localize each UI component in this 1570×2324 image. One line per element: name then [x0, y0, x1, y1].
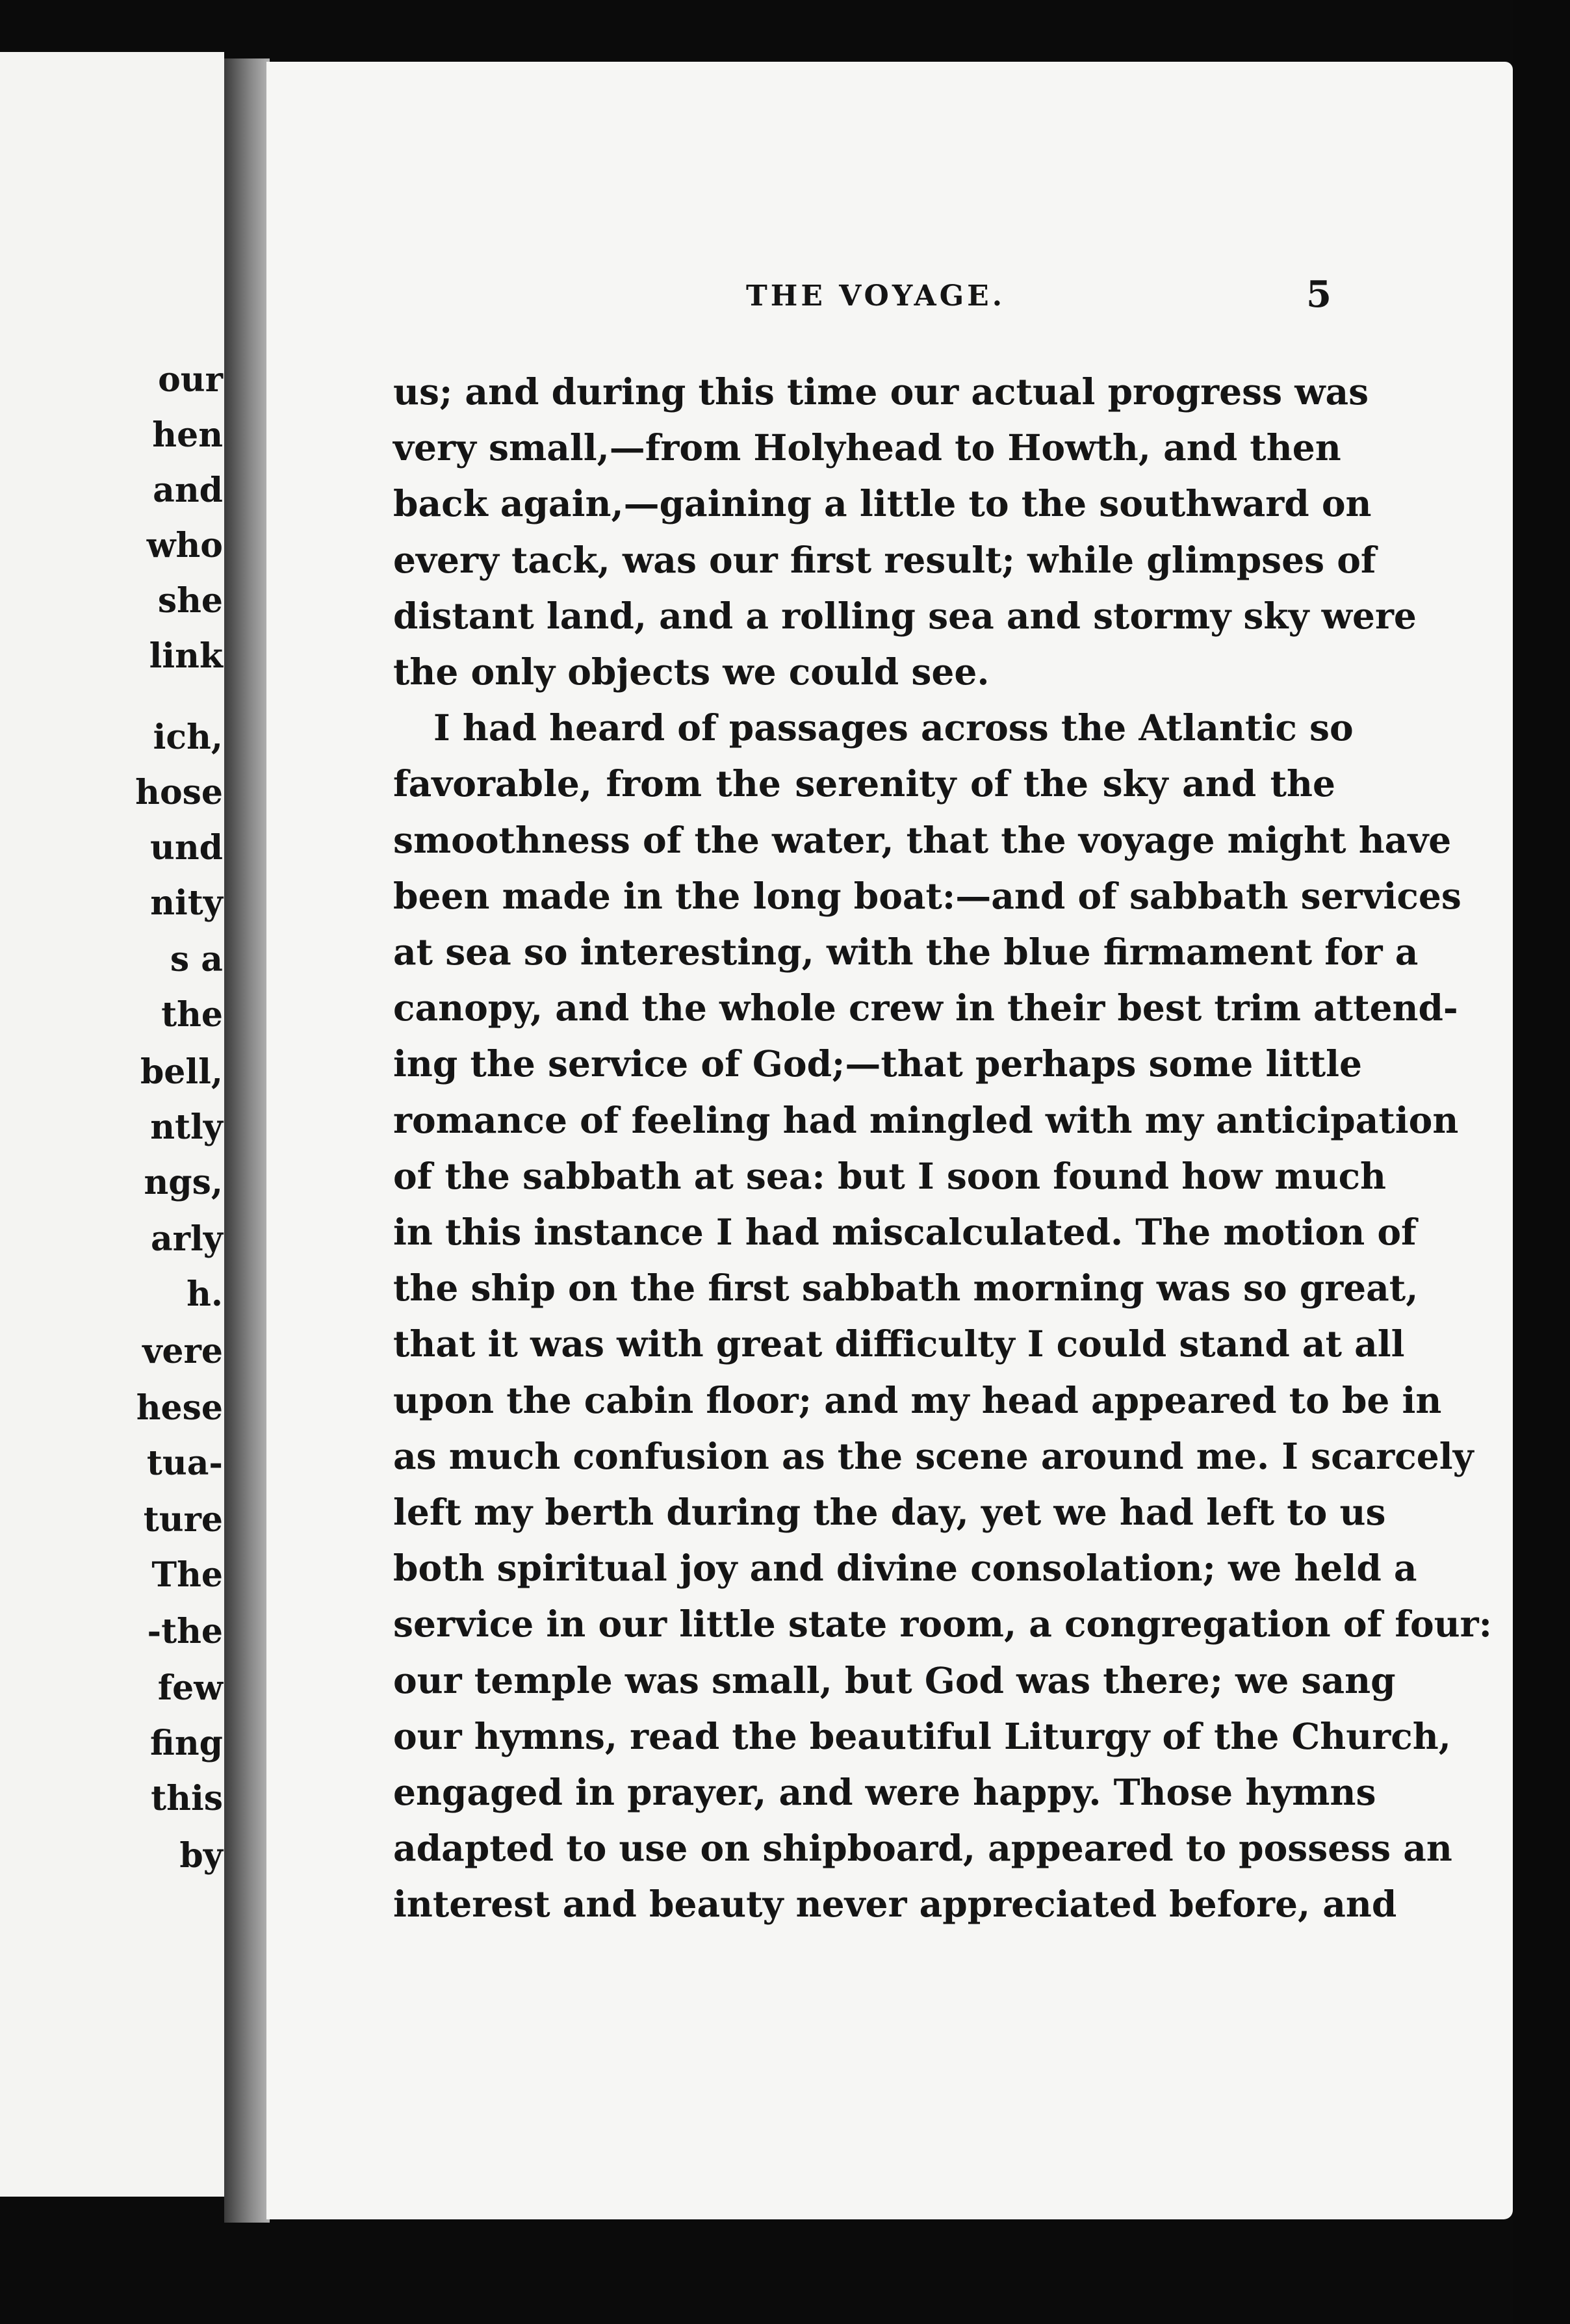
text-line: I had heard of passages across the Atlantic so [433, 706, 1354, 749]
book-page [266, 62, 1513, 2219]
previous-page-line: The [151, 1555, 223, 1595]
page-number: 5 [1306, 273, 1332, 316]
text-line: the ship on the first sabbath morning was so great, [393, 1267, 1419, 1310]
previous-page-line: ich, [153, 717, 223, 757]
text-line: as much confusion as the scene around me. I scarcely [393, 1434, 1474, 1477]
text-line: that it was with great difficulty I could stand at all [393, 1323, 1405, 1365]
previous-page-line: h. [187, 1274, 223, 1314]
previous-page-line: who [146, 526, 223, 565]
book-gutter-shadow [224, 58, 270, 2223]
previous-page-fragment [0, 52, 224, 2197]
previous-page-line: hen [152, 415, 223, 455]
previous-page-line: ture [143, 1500, 223, 1540]
previous-page-line: und [150, 828, 223, 868]
text-line: adapted to use on shipboard, appeared to possess an [393, 1827, 1452, 1870]
text-line: left my berth during the day, yet we had left to us [393, 1491, 1386, 1533]
text-line: service in our little state room, a congregation of four: [393, 1603, 1492, 1646]
previous-page-line: tua- [146, 1443, 223, 1483]
running-head-title: THE VOYAGE. [746, 279, 1006, 313]
text-line: romance of feeling had mingled with my anticipation [393, 1098, 1459, 1141]
text-line: back again,—gaining a little to the southward on [393, 482, 1372, 525]
text-line: both spiritual joy and divine consolation; we held a [393, 1547, 1417, 1590]
text-line: interest and beauty never appreciated before, and [393, 1883, 1397, 1926]
text-line: upon the cabin floor; and my head appeared to be in [393, 1378, 1442, 1421]
text-line: of the sabbath at sea: but I soon found how much [393, 1154, 1387, 1197]
previous-page-line: arly [150, 1219, 223, 1259]
previous-page-line: ngs, [144, 1163, 223, 1202]
text-line: our temple was small, but God was there; we sang [393, 1659, 1396, 1701]
text-line: engaged in prayer, and were happy. Those hymns [393, 1771, 1376, 1813]
previous-page-line: and [153, 471, 223, 510]
text-line: the only objects we could see. [393, 651, 990, 693]
text-line: us; and during this time our actual progress was [393, 370, 1369, 413]
text-line: every tack, was our first result; while glimpses of [393, 538, 1376, 581]
previous-page-line: few [157, 1668, 223, 1708]
text-line: our hymns, read the beautiful Liturgy of the Church, [393, 1714, 1451, 1757]
previous-page-line: fing [150, 1724, 223, 1763]
previous-page-line: hese [136, 1388, 223, 1428]
text-line: distant land, and a rolling sea and stormy sky were [393, 594, 1417, 637]
previous-page-line: by [179, 1836, 223, 1876]
text-line: in this instance I had miscalculated. The motion of [393, 1211, 1417, 1253]
previous-page-line: hose [135, 773, 223, 812]
text-line: favorable, from the serenity of the sky and the [393, 762, 1335, 805]
text-line: smoothness of the water, that the voyage might have [393, 818, 1452, 861]
text-line: canopy, and the whole crew in their best trim attend- [393, 987, 1458, 1029]
text-line: very small,—from Holyhead to Howth, and then [393, 426, 1341, 469]
previous-page-line: our [158, 360, 223, 400]
text-line: at sea so interesting, with the blue firmament for a [393, 931, 1419, 973]
text-line: been made in the long boat:—and of sabbath services [393, 874, 1461, 917]
previous-page-line: s a [170, 940, 223, 979]
previous-page-line: link [149, 636, 223, 676]
text-line: ing the service of God;—that perhaps some little [393, 1042, 1363, 1085]
previous-page-line: bell, [140, 1052, 223, 1092]
running-head [266, 273, 1513, 325]
previous-page-line: this [151, 1779, 223, 1818]
scanner-edge [1513, 0, 1570, 2324]
previous-page-line: -the [147, 1612, 223, 1651]
previous-page-line: nity [150, 883, 223, 923]
previous-page-line: ntly [150, 1107, 223, 1147]
previous-page-line: the [161, 995, 223, 1035]
previous-page-line: vere [142, 1332, 223, 1371]
previous-page-line: she [157, 581, 223, 621]
